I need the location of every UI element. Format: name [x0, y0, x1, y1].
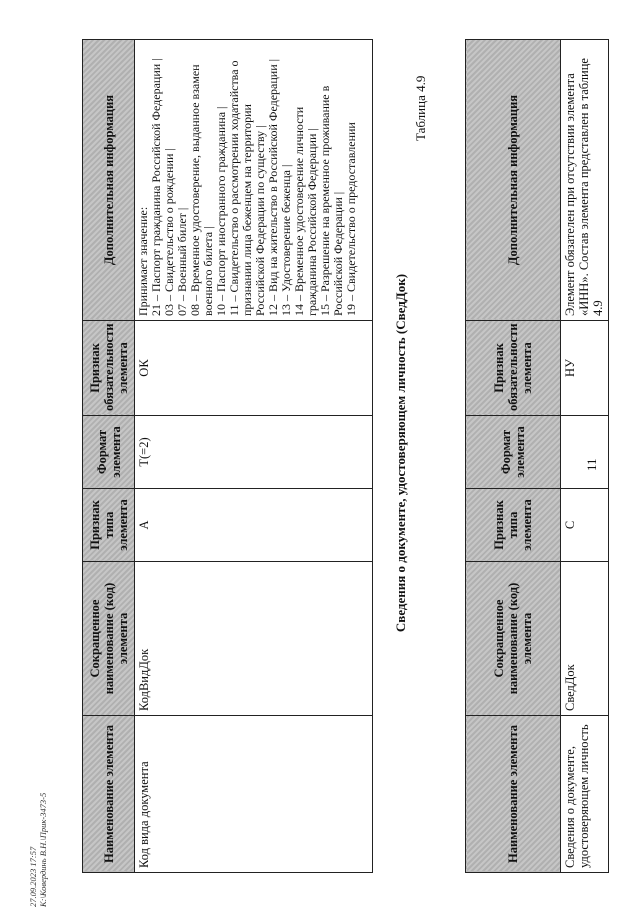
header-type: Признак типа элемента	[83, 489, 135, 562]
info-line: 15 – Разрешение на временное проживание в Российской Федерации |	[318, 85, 345, 316]
header-format: Формат элемента	[83, 416, 135, 489]
cell-required: ОК	[135, 321, 373, 416]
cell-short: КодВидДок	[135, 562, 373, 716]
table-row	[561, 40, 609, 873]
cell-type: А	[135, 489, 373, 562]
header-info: Дополнительная информация	[83, 40, 135, 321]
info-line: 14 – Временное удостоверение личности гражданина Российской Федерации |	[292, 106, 319, 316]
table-header-row	[83, 40, 135, 873]
header-format: Формат элемента	[466, 416, 561, 489]
info-line: 11 – Свидетельство о рассмотрении ходатайства о признании лица беженцем на территории Российской Федерации по существу |	[227, 60, 267, 316]
elements-table-continuation	[465, 39, 609, 873]
info-line: 13 – Удостоверение беженца |	[279, 164, 293, 316]
header-required: Признак обязательности элемента	[83, 321, 135, 416]
cell-name: Сведения о документе, удостоверяющем личность	[561, 716, 609, 873]
table-row	[135, 40, 373, 873]
table-number: Таблица 4.9	[413, 75, 428, 141]
cell-info-list	[135, 40, 373, 321]
info-line: 03 – Свидетельство о рождении |	[162, 148, 176, 316]
page-number: 11	[584, 458, 599, 471]
header-type: Признак типа элемента	[466, 489, 561, 562]
header-name: Наименование элемента	[466, 716, 561, 873]
document-info-table	[82, 39, 373, 873]
cell-format: Т(=2)	[135, 416, 373, 489]
header-short: Сокращенное наименование (код) элемента	[466, 562, 561, 716]
info-line: 07 – Военный билет |	[175, 207, 189, 316]
cell-info: Элемент обязателен при отсутствии элемента «ИНН». Состав элемента представлен в таблице 4.9	[561, 40, 609, 321]
header-name: Наименование элемента	[83, 716, 135, 873]
header-required: Признак обязательности элемента	[466, 321, 561, 416]
cell-format	[561, 416, 609, 489]
info-line: Принимает значение:	[136, 206, 150, 316]
info-line: 12 – Вид на жительство в Российской Федерации |	[266, 58, 280, 316]
stamp-line-2: К:\Ковердинь В.Н.\Прик-3473-5	[38, 792, 48, 907]
cell-short: СведДок	[561, 562, 609, 716]
table-caption: Сведения о документе, удостоверяющем личность (СведДок)	[393, 273, 408, 633]
header-short: Сокращенное наименование (код) элемента	[83, 562, 135, 716]
cell-type: С	[561, 489, 609, 562]
cell-required: НУ	[561, 321, 609, 416]
cell-name: Код вида документа	[135, 716, 373, 873]
table-header-row	[466, 40, 561, 873]
info-line: 19 – Свидетельство о предоставлении	[344, 122, 358, 316]
stamp-line-1: 27.09.2023 17:57	[28, 846, 38, 907]
print-stamp	[28, 793, 48, 907]
header-info: Дополнительная информация	[466, 40, 561, 321]
info-line: 21 – Паспорт гражданина Российской Федерации |	[149, 58, 163, 316]
info-line: 10 – Паспорт иностранного гражданина |	[214, 106, 228, 316]
info-line: 08 – Временное удостоверение, выданное взамен военного билета |	[188, 64, 215, 316]
